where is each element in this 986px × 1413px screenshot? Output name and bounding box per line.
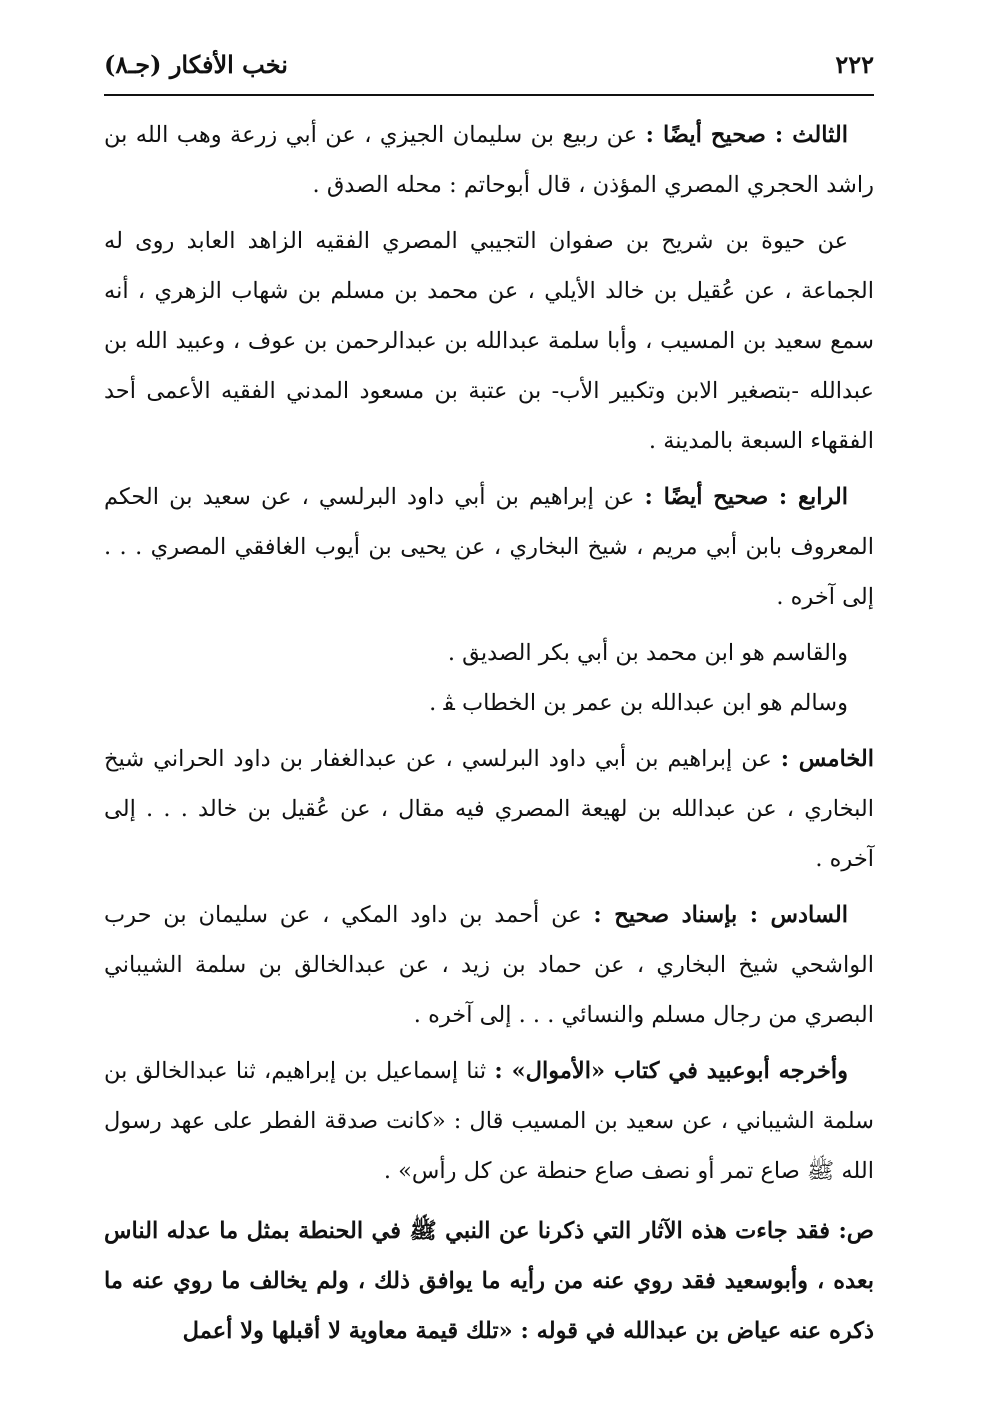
paragraph-text: وسالم هو ابن عبدالله بن عمر بن الخطاب ﭭ . [429, 690, 848, 716]
paragraph-abu-ubaid [104, 1046, 874, 1196]
paragraph-lead: الرابع : صحيح أيضًا : [644, 484, 848, 510]
paragraph-text: عن ربيع بن سليمان الجيزي ، عن أبي زرعة وهب الله بن راشد الحجري المصري المؤذن ، قال أبوحاتم : محله الصدق . [104, 122, 874, 198]
paragraph-lead: السادس : بإسناد صحيح : [593, 902, 848, 928]
paragraph-narrators [104, 216, 874, 466]
paragraph-text: عن إبراهيم بن أبي داود البرلسي ، عن سعيد بن الحكم المعروف بابن أبي مريم ، شيخ البخاري ، عن يحيى بن أيوب الغافقي المصري . . . إلى آخره . [104, 484, 874, 610]
paragraph-lead: وأخرجه أبوعبيد في كتاب «الأموال» : [494, 1058, 848, 1084]
closing-paragraph: ص: فقد جاءت هذه الآثار التي ذكرنا عن النبي ﷺ في الحنطة بمثل ما عدله الناس بعده ، وأبوسعيد فقد روي عنه من رأيه ما يوافق ذلك ، ولم يخالف ما روي عنه ما ذكره عنه عياض بن عبدالله في قوله : «تلك قيمة معاوية لا أقبلها ولا أعمل [104, 1218, 874, 1344]
paragraph-text: والقاسم هو ابن محمد بن أبي بكر الصديق . [447, 640, 848, 666]
paragraph-lead: الثالث : صحيح أيضًا : [645, 122, 848, 148]
page-number: ٢٢٢ [835, 50, 874, 79]
paragraph-qasim [104, 628, 874, 678]
header-rule [104, 94, 874, 96]
paragraph-salim [104, 678, 874, 728]
paragraph-third-chain [104, 110, 874, 210]
paragraph-text: عن حيوة بن شريح بن صفوان التجيبي المصري الفقيه الزاهد العابد روى له الجماعة ، عن عُقيل بن خالد الأيلي ، عن محمد بن مسلم بن شهاب الزهري ، أنه سمع سعيد بن المسيب ، وأبا سلمة عبدالله بن عبدالرحمن بن عوف ، وعبيد الله بن عبدالله -بتصغير الابن وتكبير الأب- بن عتبة بن مسعود المدني الفقيه الأعمى أحد الفقهاء السبعة بالمدينة . [104, 228, 874, 454]
paragraph-text: ثنا إسماعيل بن إبراهيم، ثنا عبدالخالق بن سلمة الشيباني ، عن سعيد بن المسيب قال : «كانت صدقة الفطر على عهد رسول الله ﷺ صاع تمر أو نصف صاع حنطة عن كل رأس» . [104, 1058, 874, 1184]
book-page [104, 50, 874, 1356]
paragraph-sixth-chain [104, 890, 874, 1040]
paragraph-text: عن إبراهيم بن أبي داود البرلسي ، عن عبدالغفار بن داود الحراني شيخ البخاري ، عن عبدالله بن لهيعة المصري فيه مقال ، عن عُقيل بن خالد . . . إلى آخره . [104, 746, 874, 872]
page-header [104, 50, 874, 94]
paragraph-fifth-chain [104, 734, 874, 884]
paragraph-text: عن أحمد بن داود المكي ، عن سليمان بن حرب الواشحي شيخ البخاري ، عن حماد بن زيد ، عن عبدالخالق بن سلمة الشيباني البصري من رجال مسلم والنسائي . . . إلى آخره . [104, 902, 874, 1028]
running-title: نخب الأفكار (جـ٨) [104, 50, 288, 79]
paragraph-lead: الخامس : [780, 746, 874, 772]
paragraph-fourth-chain [104, 472, 874, 622]
